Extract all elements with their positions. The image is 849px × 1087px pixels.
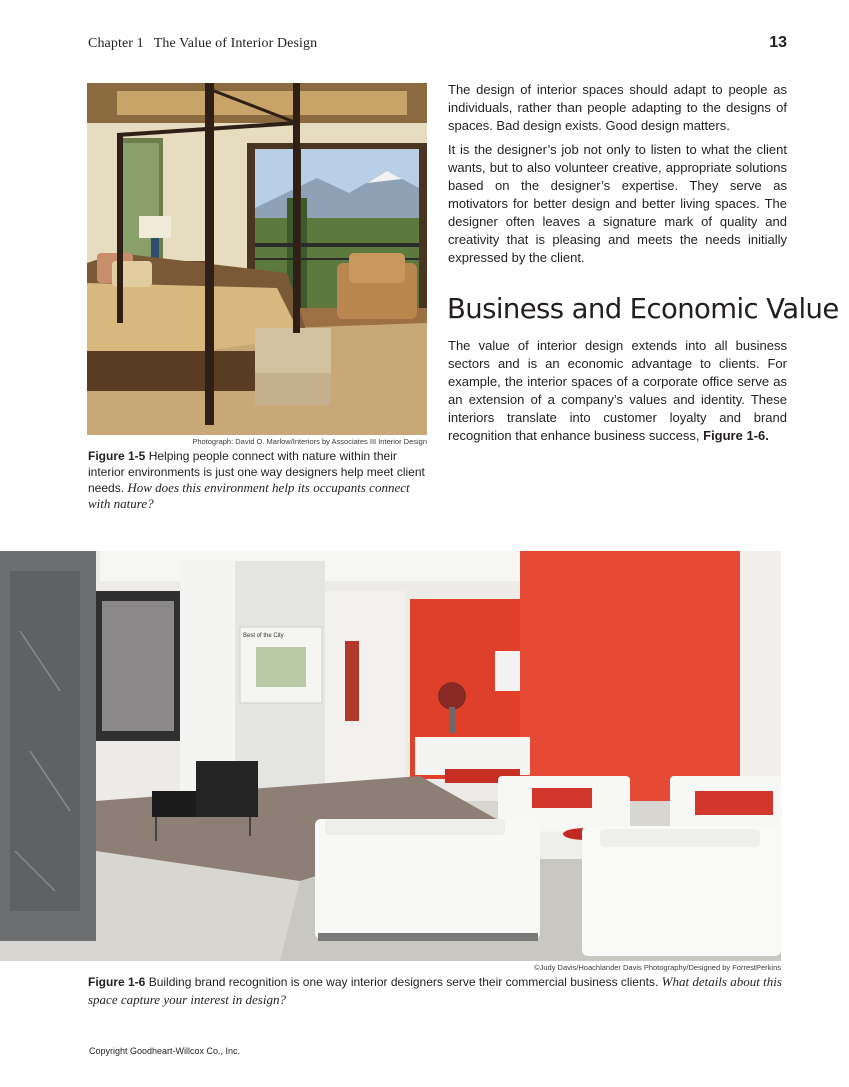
figure-label: Figure 1-5 [88,449,146,463]
body-paragraph [448,337,787,445]
body-paragraph: It is the designer’s job not only to listen to what the client wants, but to also volunteer creative, appropriate solutions based on the designer’s expertise. They serve as motivators for better design and better living spaces. The designer often leaves a signature mark of quality and creativity that is pleasing and meets the needs initially expressed by the client. [448,142,787,265]
figure-1-6-photo [0,551,781,961]
body-paragraph: The design of interior spaces should adapt to people as individuals, rather than people adapting to the designs of spaces. Bad design exists. Good design matters. [448,82,787,133]
caption-text: Building brand recognition is one way interior designers serve their commercial business clients. [148,975,659,989]
figure-reference: Figure 1-6. [703,428,769,443]
section-heading: Business and Economic Value [447,293,839,325]
figure-1-5-photo [87,83,427,435]
chapter-title: The Value of Interior Design [153,36,318,51]
caption-question: How does this environment help its occupants connect with nature? [88,480,410,511]
caption-text: Helping people connect with nature within their interior environments is just one way designers help meet client needs. [88,449,425,495]
figure-1-5-caption [88,448,426,512]
copyright-notice: Copyright Goodheart-Willcox Co., Inc. [89,1046,241,1056]
paragraph-text: The value of interior design extends into all business sectors and is an economic advantage to clients. For example, the interior spaces of a corporate office serve as an extension of a company’s values and identity. These interiors translate into customer loyalty and brand recognition that enhance business success, [448,338,787,443]
chapter-number: Chapter 1 [88,36,144,51]
figure-1-6-caption [88,973,788,1009]
figure-label: Figure 1-6 [88,975,146,989]
caption-question: What details about this space capture your interest in design? [88,974,782,1007]
running-head [88,36,317,52]
sign-text: Best of the City [243,633,284,639]
page-number: 13 [769,34,787,51]
figure-1-5-credit: Photograph: David O. Marlow/Interiors by Associates III Interior Design [192,437,427,446]
figure-1-6-credit: ©Judy Davis/Hoachlander Davis Photography/Designed by ForrestPerkins [534,963,781,972]
